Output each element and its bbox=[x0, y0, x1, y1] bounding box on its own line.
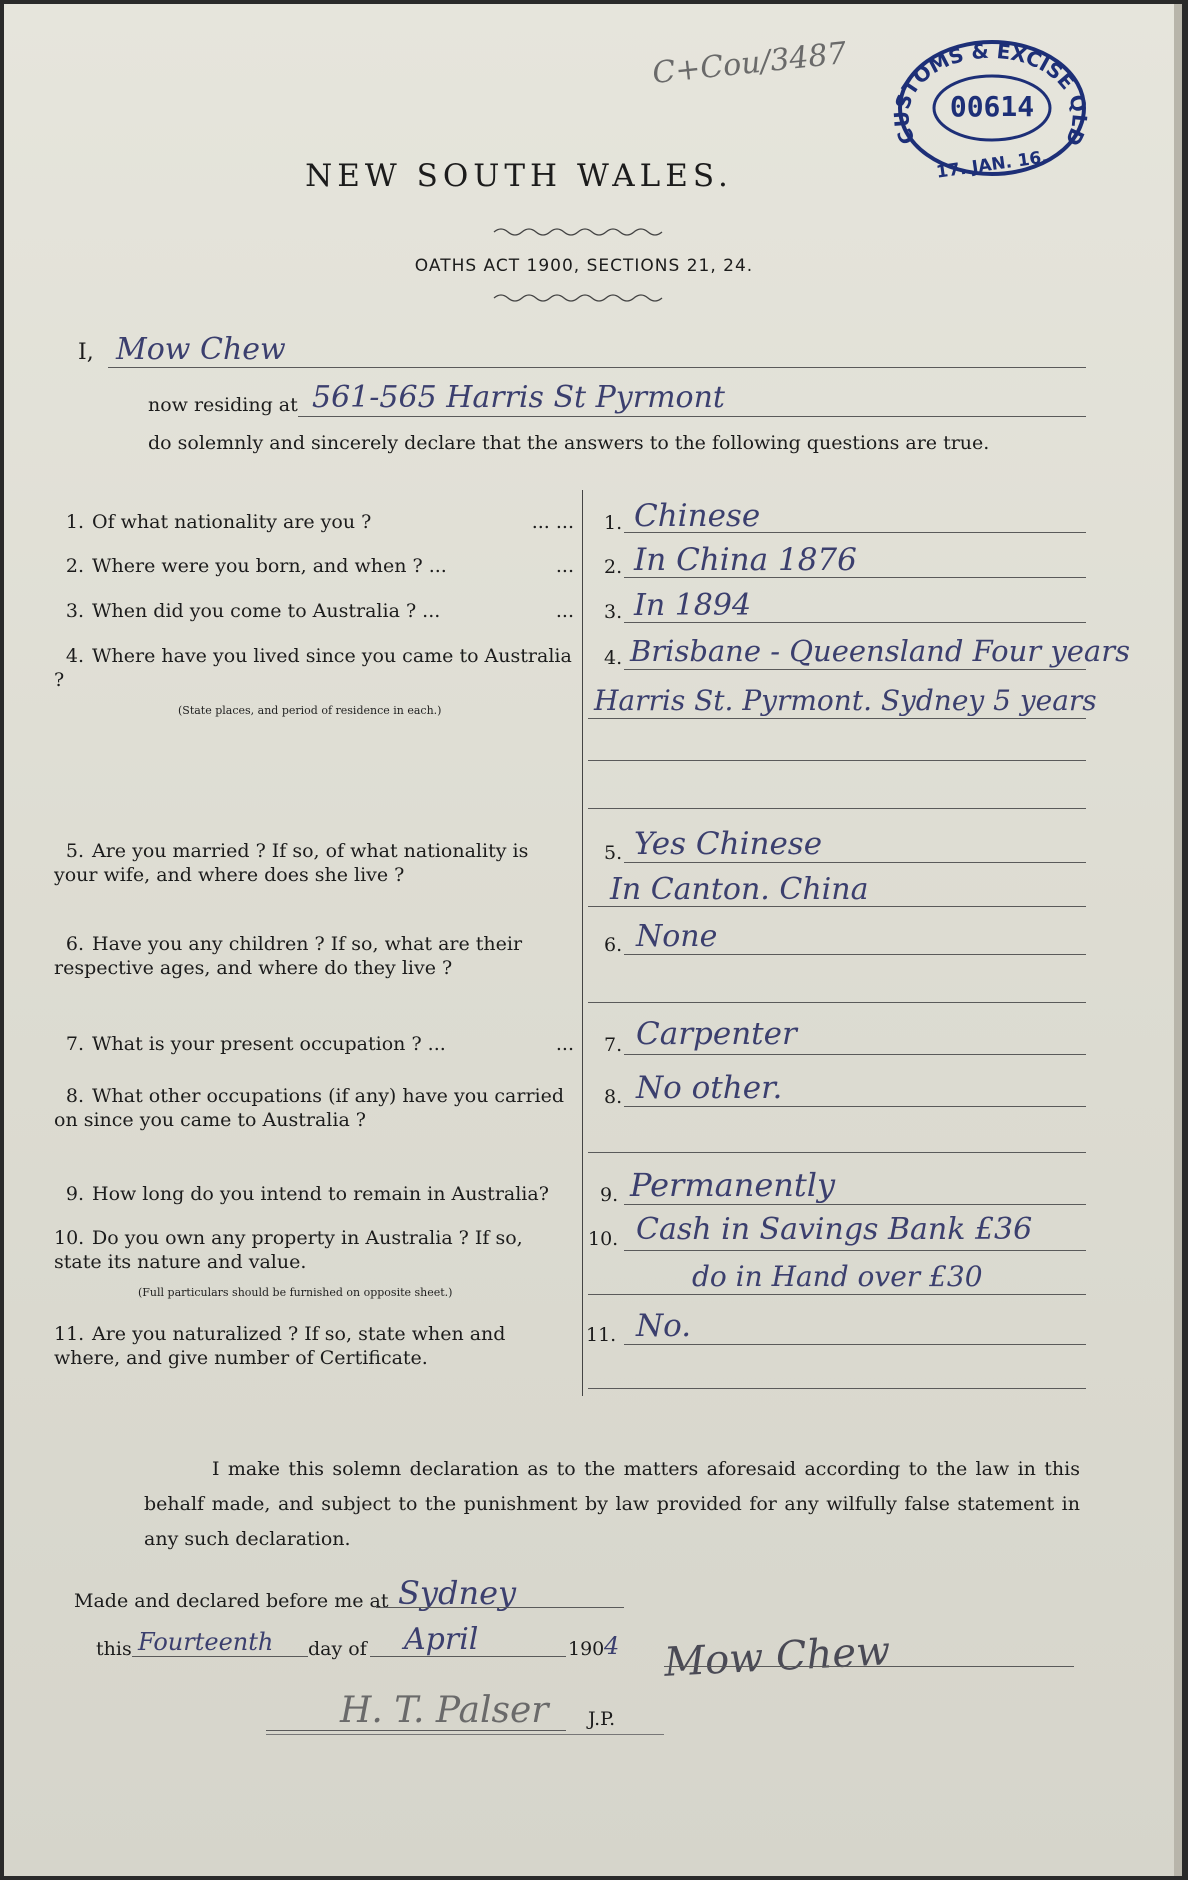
residing-label: now residing at bbox=[148, 394, 298, 416]
jp-label: J.P. bbox=[588, 1708, 616, 1730]
answer-10-cont: do in Hand over £30 bbox=[692, 1260, 983, 1293]
question-8: 8. What other occupations (if any) have you carried on since you came to Australia ? bbox=[54, 1085, 565, 1131]
question-10-note: (Full particulars should be furnished on opposite sheet.) bbox=[138, 1286, 453, 1299]
closing-paragraph: I make this solemn declaration as to the matters aforesaid according to the law in this behalf made, and subject to the punishment by law provided for any wilfully false statement in any such declaration. bbox=[144, 1458, 1080, 1550]
year-digit: 4 bbox=[604, 1632, 620, 1660]
question-9: 9. How long do you intend to remain in Australia? bbox=[65, 1183, 549, 1205]
answer-6-num: 6. bbox=[604, 934, 623, 956]
stamp-ring-text: C STOMS & EXCISE QLD bbox=[892, 38, 1090, 150]
ornament-divider bbox=[492, 292, 672, 304]
answer-4-num: 4. bbox=[604, 647, 623, 669]
this-label: this bbox=[96, 1638, 132, 1660]
place: Sydney bbox=[398, 1574, 517, 1612]
reference-note: C+Cou/3487 bbox=[650, 35, 849, 92]
day-of-label: day of bbox=[308, 1638, 367, 1660]
answer-3-num: 3. bbox=[604, 601, 623, 623]
answer-8: No other. bbox=[636, 1070, 783, 1106]
answer-7: Carpenter bbox=[636, 1016, 797, 1052]
answer-8-num: 8. bbox=[604, 1086, 623, 1108]
ornament-divider bbox=[492, 226, 672, 238]
jp-signature: H. T. Palser bbox=[340, 1690, 549, 1731]
answer-10: Cash in Savings Bank £36 bbox=[636, 1212, 1033, 1247]
answer-5-cont: In Canton. China bbox=[610, 872, 869, 907]
stamp-date: 17. JAN. 16. bbox=[935, 147, 1049, 180]
page-title: NEW SOUTH WALES. bbox=[305, 158, 733, 194]
declarant-prefix: I, bbox=[78, 340, 94, 365]
answer-9: Permanently bbox=[630, 1166, 836, 1204]
answer-1: Chinese bbox=[634, 498, 761, 534]
answer-4: Brisbane - Queensland Four years bbox=[630, 634, 1130, 668]
declarant-name: Mow Chew bbox=[116, 332, 286, 367]
year-prefix: 190 bbox=[568, 1638, 605, 1660]
question-10: 10. Do you own any property in Australia ? If so, state its nature and value. bbox=[54, 1227, 523, 1273]
question-3: 3. When did you come to Australia ? ... ... bbox=[65, 600, 574, 622]
answer-2-num: 2. bbox=[604, 556, 623, 578]
answer-3: In 1894 bbox=[634, 588, 752, 623]
declarant-address: 561-565 Harris St Pyrmont bbox=[312, 380, 725, 415]
answer-11-num: 11. bbox=[586, 1324, 617, 1346]
declaration-document bbox=[4, 4, 1182, 1876]
answer-7-num: 7. bbox=[604, 1034, 623, 1056]
stamp-number: 00614 bbox=[949, 90, 1035, 123]
day: Fourteenth bbox=[138, 1628, 274, 1656]
page-subtitle: OATHS ACT 1900, SECTIONS 21, 24. bbox=[414, 256, 754, 276]
month: April bbox=[404, 1622, 479, 1657]
answer-9-num: 9. bbox=[600, 1184, 619, 1206]
answer-10-num: 10. bbox=[588, 1228, 619, 1250]
answer-5: Yes Chinese bbox=[634, 826, 823, 862]
answer-6: None bbox=[636, 919, 718, 954]
answer-11: No. bbox=[636, 1308, 692, 1344]
question-7: 7. What is your present occupation ? ... ... bbox=[65, 1033, 574, 1055]
answer-2: In China 1876 bbox=[634, 542, 857, 578]
answer-1-num: 1. bbox=[604, 512, 623, 534]
declarant-signature: Mow Chew bbox=[662, 1628, 892, 1686]
question-5: 5. Are you married ? If so, of what nationality is your wife, and where does she live ? bbox=[54, 840, 529, 886]
question-11: 11. Are you naturalized ? If so, state when and where, and give number of Certificate. bbox=[54, 1323, 506, 1369]
question-6: 6. Have you any children ? If so, what are their respective ages, and where do they live ? bbox=[54, 933, 523, 979]
declaration-line: do solemnly and sincerely declare that the answers to the following questions are true. bbox=[148, 432, 990, 454]
answer-5-num: 5. bbox=[604, 842, 623, 864]
question-4: 4. Where have you lived since you came to Australia ? bbox=[54, 645, 572, 691]
question-4-note: (State places, and period of residence in each.) bbox=[178, 704, 442, 717]
question-2: 2. Where were you born, and when ? ... ... bbox=[65, 555, 574, 577]
answer-4-cont: Harris St. Pyrmont. Sydney 5 years bbox=[594, 684, 1097, 717]
question-1: 1. Of what nationality are you ? ... ... bbox=[65, 511, 574, 533]
made-label: Made and declared before me at bbox=[74, 1590, 389, 1612]
